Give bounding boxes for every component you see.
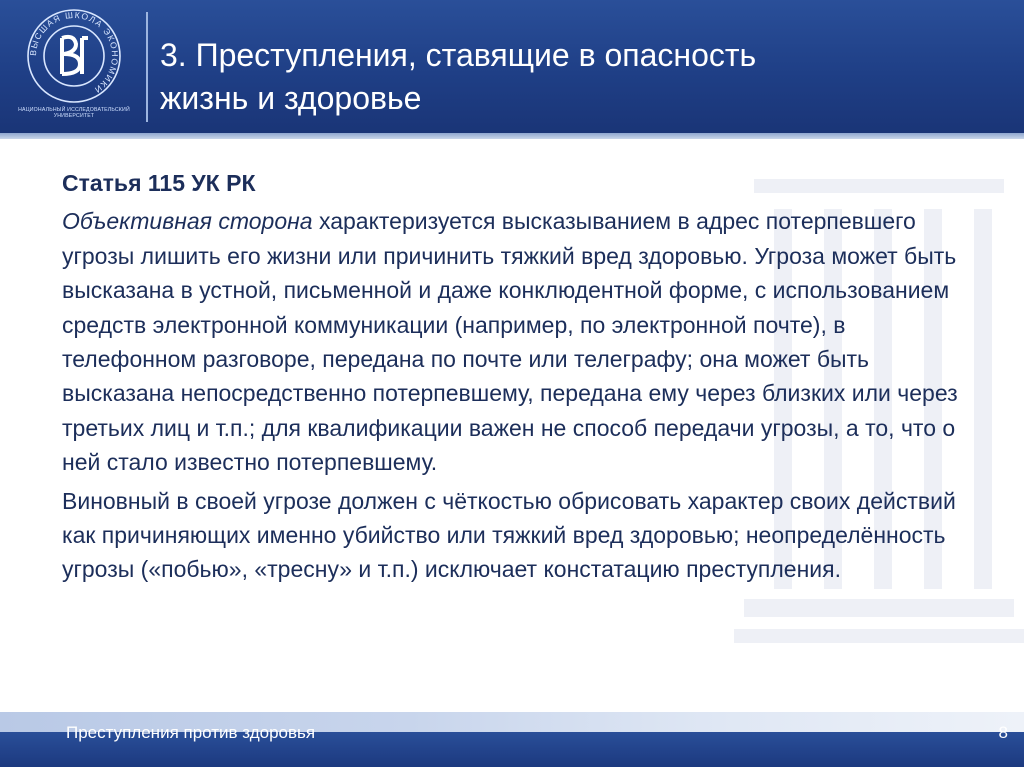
title-line-2: жизнь и здоровье — [160, 80, 422, 116]
logo-emblem-icon — [14, 6, 134, 106]
slide-header — [0, 0, 1024, 133]
header-divider — [146, 12, 148, 122]
paragraph-guilt: Виновный в своей угрозе должен с чёткостью обрисовать характер своих действий как причиняющих именно убийство или тяжкий вред здоровью; неопределённость угрозы («побью», «тресну» и т.п.) исключает констатацию преступления. — [62, 487, 956, 583]
footer-title: Преступления против здоровья — [66, 723, 316, 742]
logo-caption-line2: УНИВЕРСИТЕТ — [53, 113, 95, 119]
objective-side-term: Объективная сторона — [62, 208, 313, 235]
paragraph-objective-side — [62, 204, 972, 479]
article-heading: Статья 115 УК РК — [62, 170, 256, 196]
logo-caption-line1: НАЦИОНАЛЬНЫЙ ИССЛЕДОВАТЕЛЬСКИЙ — [18, 107, 130, 113]
logo-caption — [14, 107, 134, 119]
slide-title — [160, 34, 1010, 120]
page-number: 8 — [998, 723, 1008, 742]
university-logo — [14, 6, 134, 124]
title-line-1: 3. Преступления, ставящие в опасность — [160, 37, 757, 73]
logo-ring-text: ВЫСШАЯ ШКОЛА ЭКОНОМИКИ — [27, 9, 121, 96]
objective-side-text: характеризуется высказыванием в адрес потерпевшего угрозы лишить его жизни или причинить тяжкий вред здоровью. Угроза может быть высказана в устной, письменной и даже конклюдентной форме, с использованием средств электронной коммуникации (например, по электронной почте), в телефонном разговоре, передана по почте или телеграфу; она может быть высказана непосредственно потерпевшему, передана ему через близких или через третьих лиц и т.п.; для квалификации важен не способ передачи угрозы, а то, что о ней стало известно потерпевшему. — [62, 208, 958, 476]
slide-body — [62, 166, 972, 591]
